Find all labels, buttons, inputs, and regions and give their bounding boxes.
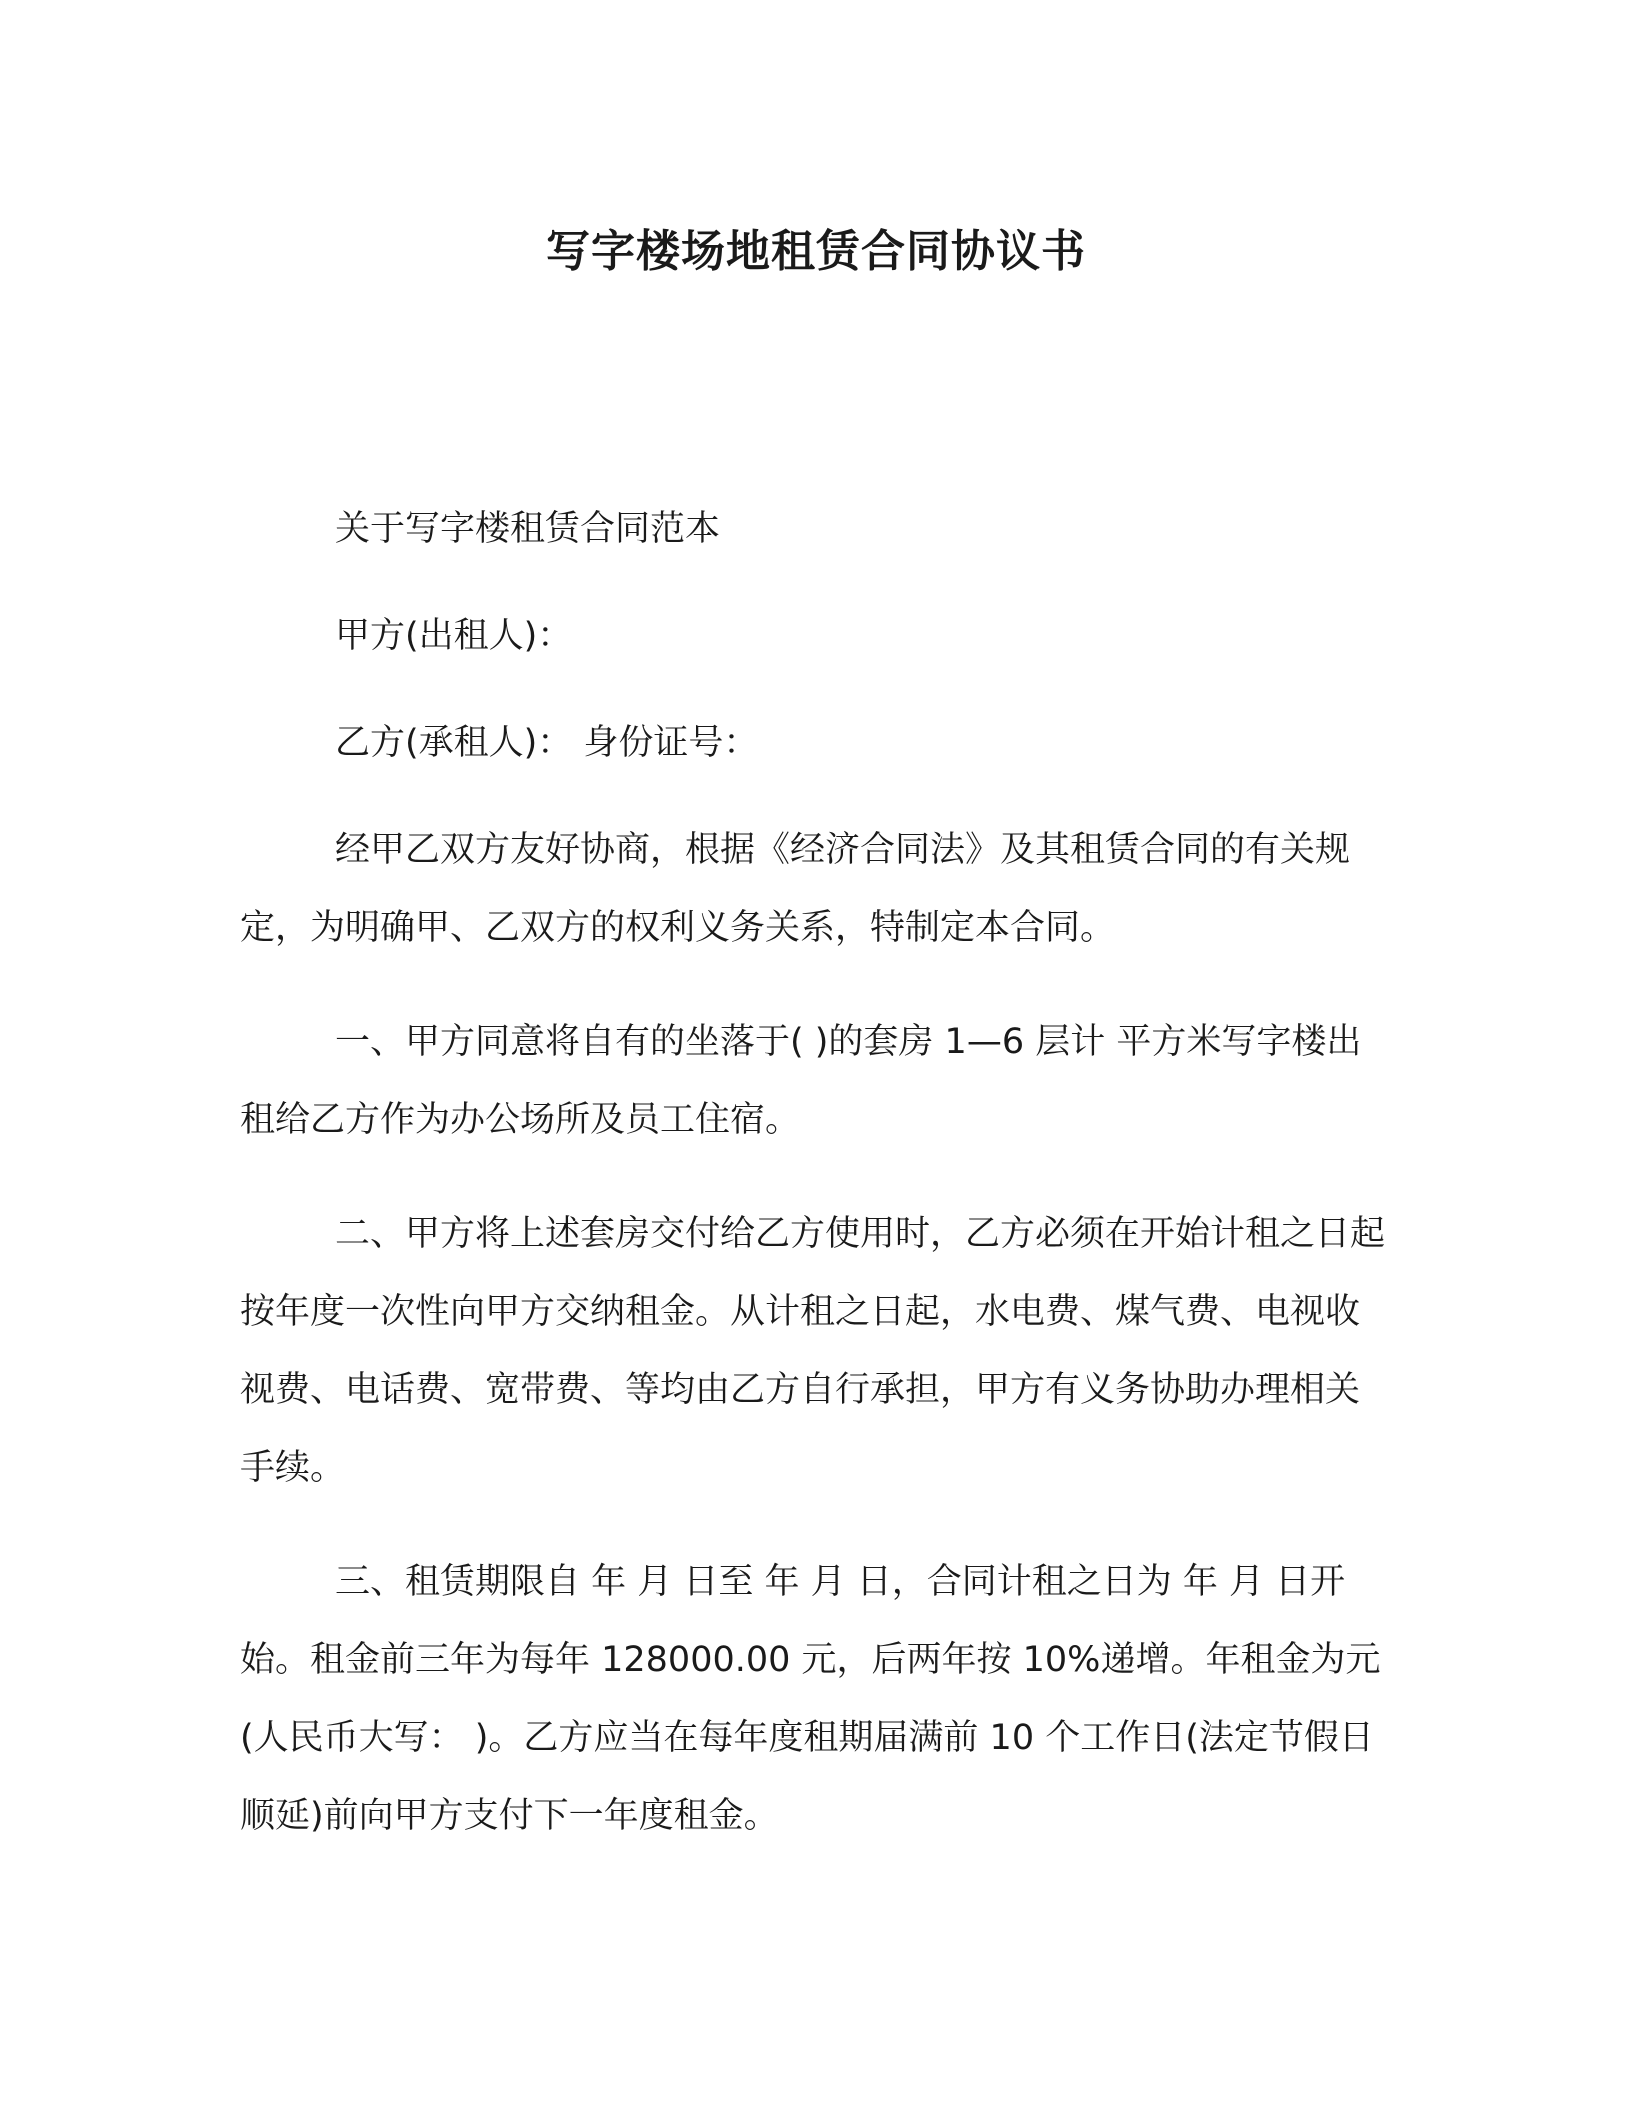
- paragraph-preamble: 经甲乙双方友好协商，根据《经济合同法》及其租赁合同的有关规定，为明确甲、乙双方的权利义务关系，特制定本合同。: [240, 830, 1351, 948]
- paragraph-subtitle: 关于写字楼租赁合同范本: [335, 509, 721, 549]
- document-body: [240, 490, 1392, 1855]
- paragraph-clause-3: 三、租赁期限自 年 月 日至 年 月 日，合同计租之日为 年 月 日开始。租金前三年为每年 128000.00 元，后两年按 10%递增。年租金为元(人民币大写： )。乙方应当在每年度租期届满前 10 个工作日(法定节假日顺延)前向甲方支付下一年度租金。: [240, 1562, 1381, 1836]
- paragraph-clause-2: 二、甲方将上述套房交付给乙方使用时，乙方必须在开始计租之日起按年度一次性向甲方交纳租金。从计租之日起，水电费、煤气费、电视收视费、电话费、宽带费、等均由乙方自行承担，甲方有义务协助办理相关手续。: [240, 1214, 1386, 1488]
- paragraph-clause-1: 一、甲方同意将自有的坐落于( )的套房 1—6 层计 平方米写字楼出租给乙方作为办公场所及员工住宿。: [240, 1022, 1362, 1140]
- paragraph-party-b: 乙方(承租人)： 身份证号：: [335, 723, 759, 763]
- document-title: 写字楼场地租赁合同协议书: [546, 226, 1086, 277]
- paragraph-party-a: 甲方(出租人)：: [335, 616, 573, 656]
